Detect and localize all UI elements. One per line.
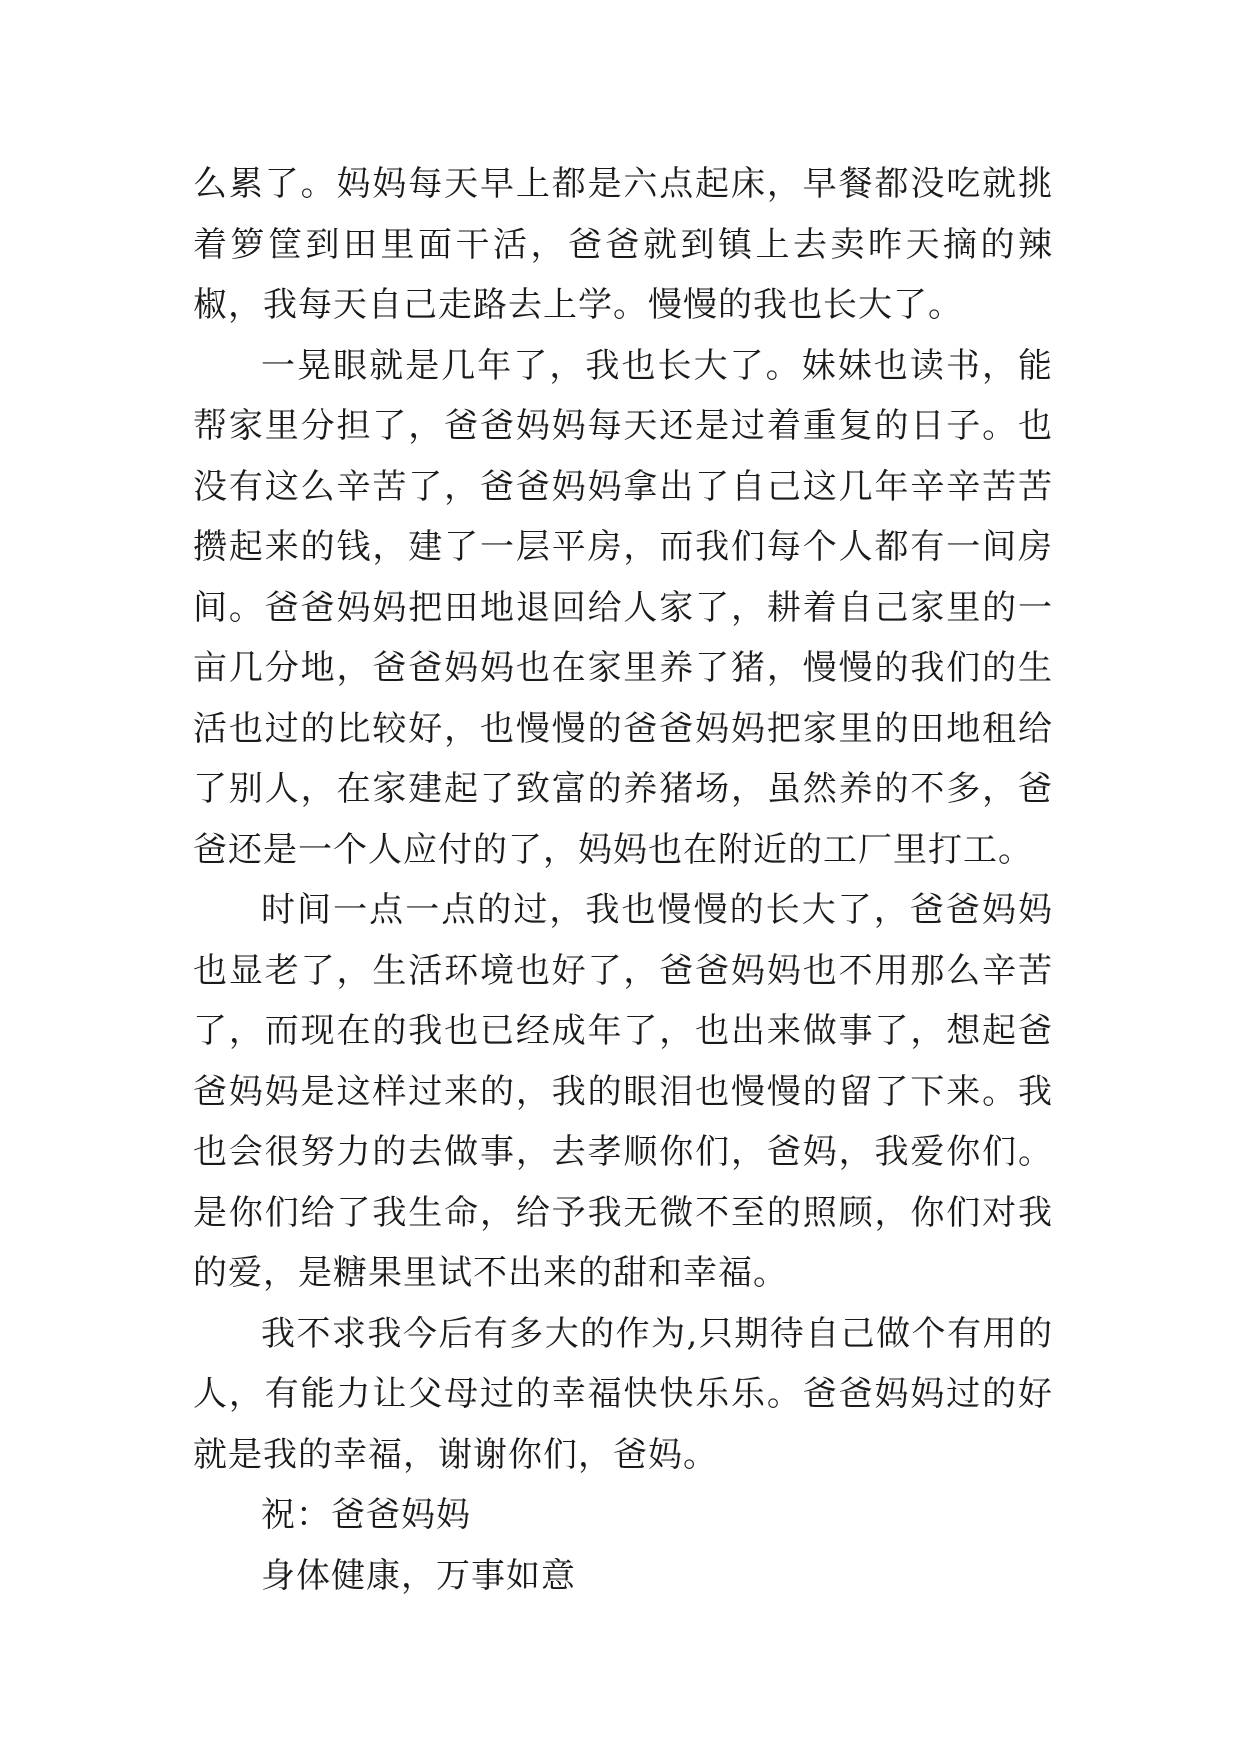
paragraph-2: 一晃眼就是几年了，我也长大了。妹妹也读书，能帮家里分担了，爸爸妈妈每天还是过着重复的日子。也没有这么辛苦了，爸爸妈妈拿出了自己这几年辛辛苦苦攒起来的钱，建了一层平房，而我们每个人都有一间房间。爸爸妈妈把田地退回给人家了，耕着自己家里的一亩几分地，爸爸妈妈也在家里养了猪，慢慢的我们的生活也过的比较好，也慢慢的爸爸妈妈把家里的田地租给了别人，在家建起了致富的养猪场，虽然养的不多，爸爸还是一个人应付的了，妈妈也在附近的工厂里打工。 xyxy=(193,345,1053,870)
paragraph-4: 我不求我今后有多大的作为,只期待自己做个有用的人，有能力让父母过的幸福快快乐乐。爸爸妈妈过的好就是我的幸福，谢谢你们，爸妈。 xyxy=(193,1313,1053,1475)
closing-salutation: 祝：爸爸妈妈 xyxy=(261,1495,471,1535)
paragraph-3: 时间一点一点的过，我也慢慢的长大了，爸爸妈妈也显老了，生活环境也好了，爸爸妈妈也不用那么辛苦了，而现在的我也已经成年了，也出来做事了，想起爸爸妈妈是这样过来的，我的眼泪也慢慢的留了下来。我也会很努力的去做事，去孝顺你们，爸妈，我爱你们。是你们给了我生命，给予我无微不至的照顾，你们对我的爱，是糖果里试不出来的甜和幸福。 xyxy=(193,890,1053,1293)
paragraph-1: 么累了。妈妈每天早上都是六点起床，早餐都没吃就挑着箩筐到田里面干活，爸爸就到镇上去卖昨天摘的辣椒，我每天自己走路去上学。慢慢的我也长大了。 xyxy=(193,164,1053,325)
closing-wishes: 身体健康，万事如意 xyxy=(261,1555,576,1596)
letter-body xyxy=(193,154,1053,1606)
